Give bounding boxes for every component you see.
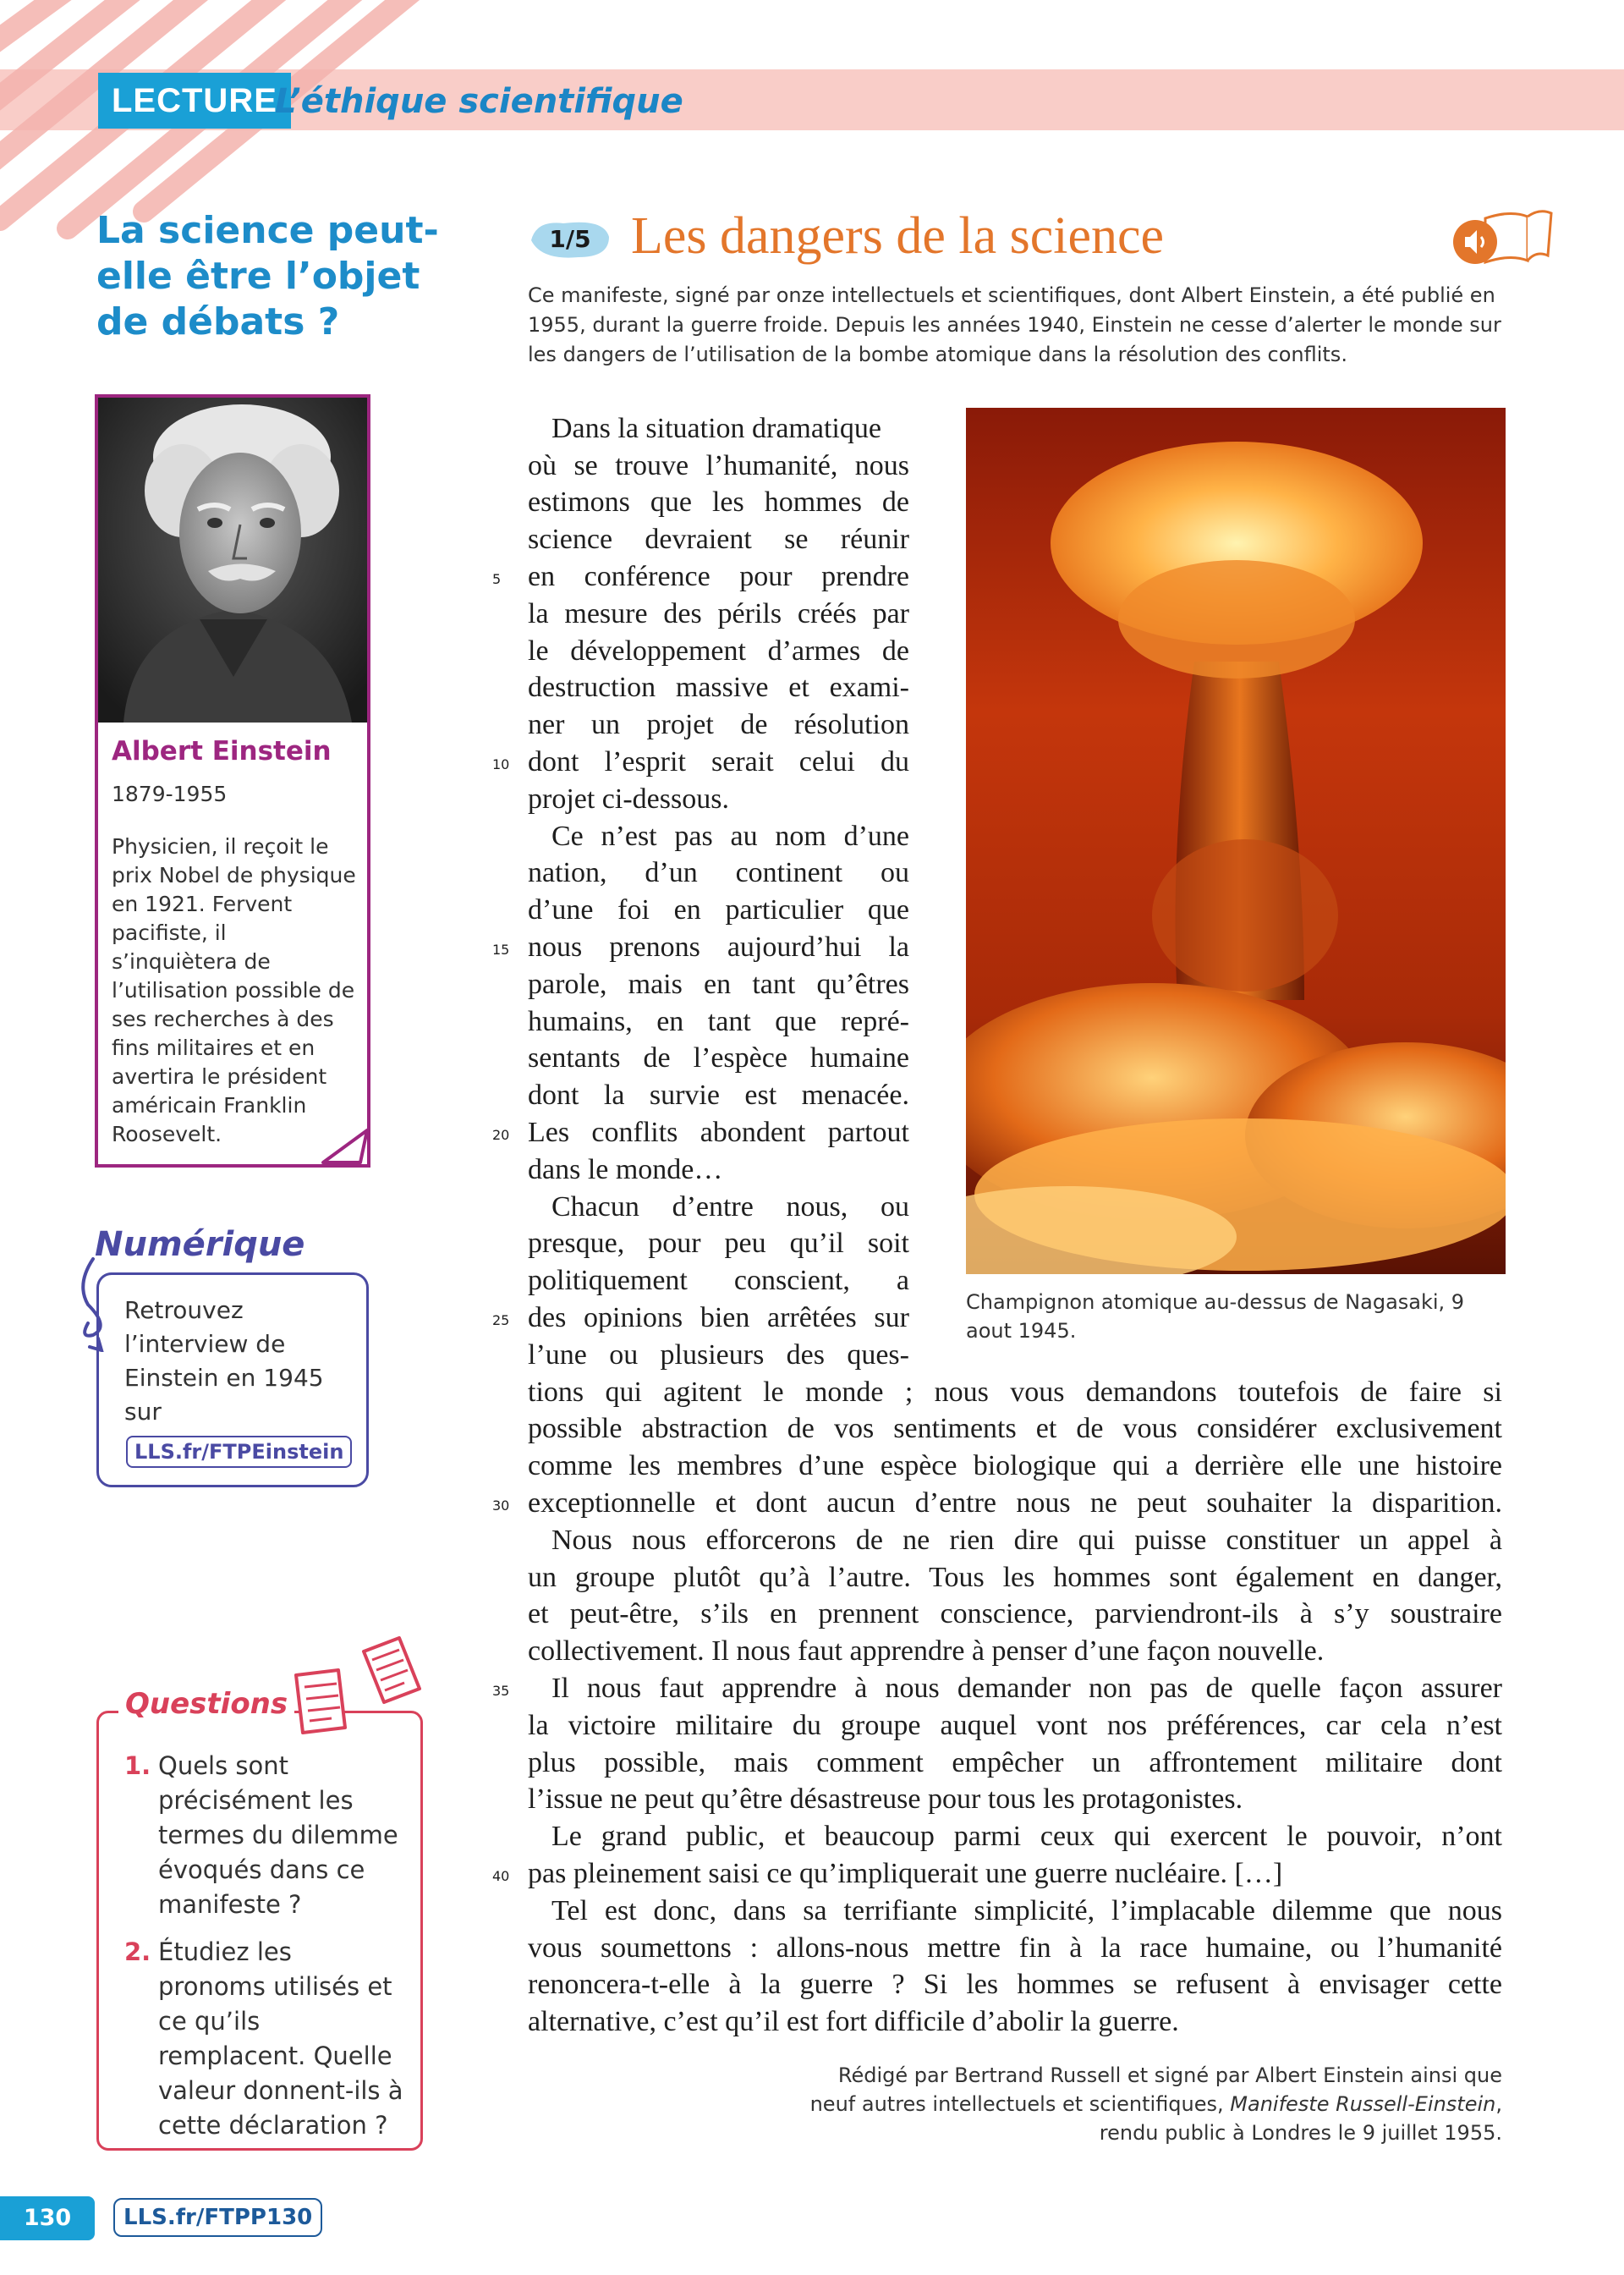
text-line: dans le monde… [528, 1154, 723, 1185]
text-line: Il nous faut apprendre à nous demander non pas de quelle façon assurer [551, 1673, 1502, 1704]
text-line: l’issue ne peut qu’être désastreuse pour tous les protagonistes. [528, 1783, 1243, 1815]
text-line: la mesure des périls créés par [528, 598, 909, 629]
bio-text: Physicien, il reçoit le prix Nobel de physique en 1921. Fervent pacifiste, il s’inquiètera de l’utilisation possible de ses recherches à des fins militaires et en avertira le président américain Franklin Roosevelt. [112, 834, 356, 1146]
document-badge-label: 1/5 [549, 225, 591, 253]
text-line: parole, mais en tant qu’êtres [528, 969, 909, 1000]
signature [677, 2061, 1502, 2147]
page-number: 130 [0, 2196, 95, 2240]
bio-dates: 1879-1955 [112, 782, 228, 806]
text-line: science devraient se réunir [528, 524, 909, 555]
line-number: 15 [492, 942, 510, 958]
text-line: presque, pour peu qu’il soit [528, 1228, 909, 1259]
line-number: 10 [492, 756, 510, 772]
numerique-title: Numérique [95, 1225, 311, 1264]
section-question-title: La science peut-elle être l’objet de débats ? [96, 209, 439, 343]
curl-arrow-icon [76, 1250, 127, 1352]
line-number: 5 [492, 571, 502, 587]
text-line: possible abstraction de vos sentiments et de vous considérer exclusivement [528, 1413, 1502, 1444]
numerique-text: Retrouvez l’interview de Einstein en 1945 sur [124, 1296, 324, 1426]
text-line: Les conflits abondent partout [528, 1117, 909, 1148]
papers-icon [288, 1633, 431, 1743]
text-line: l’une ou plusieurs des ques- [528, 1339, 909, 1371]
question-item [124, 1935, 403, 2143]
text-line: pas pleinement saisi ce qu’impliquerait une guerre nucléaire. […] [528, 1858, 1283, 1889]
text-line: Chacun d’entre nous, ou [551, 1191, 909, 1223]
text-line: collectivement. Il nous faut apprendre à penser d’une façon nouvelle. [528, 1635, 1325, 1667]
line-number: 40 [492, 1868, 510, 1884]
page-link[interactable]: LLS.fr/FTPP130 [113, 2198, 322, 2237]
text-line: nous prenons aujourd’hui la [528, 931, 909, 963]
text-line: Dans la situation dramatique [551, 413, 881, 444]
bio-card [95, 394, 370, 1168]
text-line: dont la survie est menacée. [528, 1080, 909, 1111]
text-line: ner un projet de résolution [528, 709, 909, 740]
signature-line-1: Rédigé par Bertrand Russell et signé par Albert Einstein ainsi que [837, 2063, 1502, 2087]
text-line: alternative, c’est qu’il est fort difficile d’abolir la guerre. [528, 2006, 1179, 2037]
text-line: nation, d’un continent ou [528, 857, 909, 888]
line-number: 35 [492, 1683, 510, 1699]
photo-caption: Champignon atomique au-dessus de Nagasaki, 9 aout 1945. [966, 1290, 1465, 1343]
text-line: Le grand public, et beaucoup parmi ceux qui exercent le pouvoir, n’ont [551, 1821, 1502, 1852]
text-line: le développement d’armes de [528, 635, 909, 667]
text-line: un groupe plutôt qu’à l’autre. Tous les hommes sont également en danger, [528, 1562, 1502, 1593]
text-line: Ce n’est pas au nom d’une [551, 821, 909, 852]
line-number: 30 [492, 1497, 510, 1514]
text-line: en conférence pour prendre [528, 561, 909, 592]
text-line: estimons que les hommes de [528, 486, 909, 518]
text-line: renoncera-t-elle à la guerre ? Si les hommes se refusent à envisager cette [528, 1969, 1502, 2000]
question-item [124, 1749, 403, 1922]
document-title: Les dangers de la science [631, 207, 1165, 265]
text-line: vous soumettons : allons-nous mettre fin à la race humaine, ou l’humanité [528, 1932, 1502, 1964]
atomic-mushroom-cloud-photo [966, 408, 1506, 1274]
question-number: 1. [124, 1751, 151, 1780]
lecture-subtitle: L’éthique scientifique [275, 82, 683, 121]
question-text: Quels sont précisément les termes du dilemme évoqués dans ce manifeste ? [158, 1751, 398, 1919]
text-line: la victoire militaire du groupe auquel vont nos préférences, car cela n’est [528, 1710, 1502, 1741]
text-line: destruction massive et exami- [528, 672, 909, 703]
text-line: Nous nous efforcerons de ne rien dire qui puisse constituer un appel à [551, 1525, 1502, 1556]
text-line: Tel est donc, dans sa terrifiante simplicité, l’implacable dilemme que nous [551, 1895, 1502, 1926]
text-line: tions qui agitent le monde ; nous vous demandons toutefois de faire si [528, 1377, 1502, 1408]
signature-line-3: rendu public à Londres le 9 juillet 1955. [1099, 2121, 1502, 2145]
text-line: des opinions bien arrêtées sur [528, 1302, 909, 1333]
text-line: sentants de l’espèce humaine [528, 1042, 909, 1074]
manifesto-title: Manifeste Russell-Einstein [1230, 2092, 1496, 2116]
signature-line-2-suffix: , [1495, 2092, 1502, 2116]
document-badge [528, 215, 612, 262]
text-line: plus possible, mais comment empêcher un affrontement militaire dont [528, 1747, 1502, 1778]
bio-name: Albert Einstein [112, 736, 332, 767]
einstein-portrait [98, 398, 367, 723]
text-line: humains, en tant que repré- [528, 1006, 909, 1037]
question-number: 2. [124, 1937, 151, 1966]
questions-title: Questions [118, 1687, 294, 1721]
line-number: 25 [492, 1312, 510, 1328]
numerique-link[interactable]: LLS.fr/FTPEinstein [126, 1436, 352, 1468]
text-line: où se trouve l’humanité, nous [528, 450, 909, 481]
text-line: comme les membres d’une espèce biologique qui a derrière elle une histoire [528, 1450, 1502, 1481]
text-line: d’une foi en particulier que [528, 894, 909, 926]
text-line: dont l’esprit serait celui du [528, 746, 909, 778]
questions-box [96, 1711, 423, 2151]
question-text: Étudiez les pronoms utilisés et ce qu’ils remplacent. Quelle valeur donnent-ils à cette déclaration ? [158, 1937, 403, 2140]
text-line: et peut-être, s’ils en prennent conscience, parviendront-ils à s’y soustraire [528, 1598, 1502, 1629]
document-intro: Ce manifeste, signé par onze intellectuels et scientifiques, dont Albert Einstein, a été publié en 1955, durant la guerre froide. Depuis les années 1940, Einstein ne cesse d’alerter le monde sur les dangers de l’utilisation de la bombe atomique dans la résolution des conflits. [528, 283, 1501, 366]
text-line: projet ci-dessous. [528, 783, 729, 815]
signature-line-2-prefix: neuf autres intellectuels et scientifiques, [809, 2092, 1231, 2116]
audio-book-icon[interactable] [1451, 201, 1553, 269]
numerique-box [96, 1272, 369, 1487]
line-number: 20 [492, 1127, 510, 1143]
lecture-tag: LECTURE [98, 73, 291, 129]
text-line: politiquement conscient, a [528, 1265, 909, 1296]
bio-card-fold-decoration [320, 1125, 370, 1166]
text-line: exceptionnelle et dont aucun d’entre nous ne peut souhaiter la disparition. [528, 1487, 1502, 1519]
